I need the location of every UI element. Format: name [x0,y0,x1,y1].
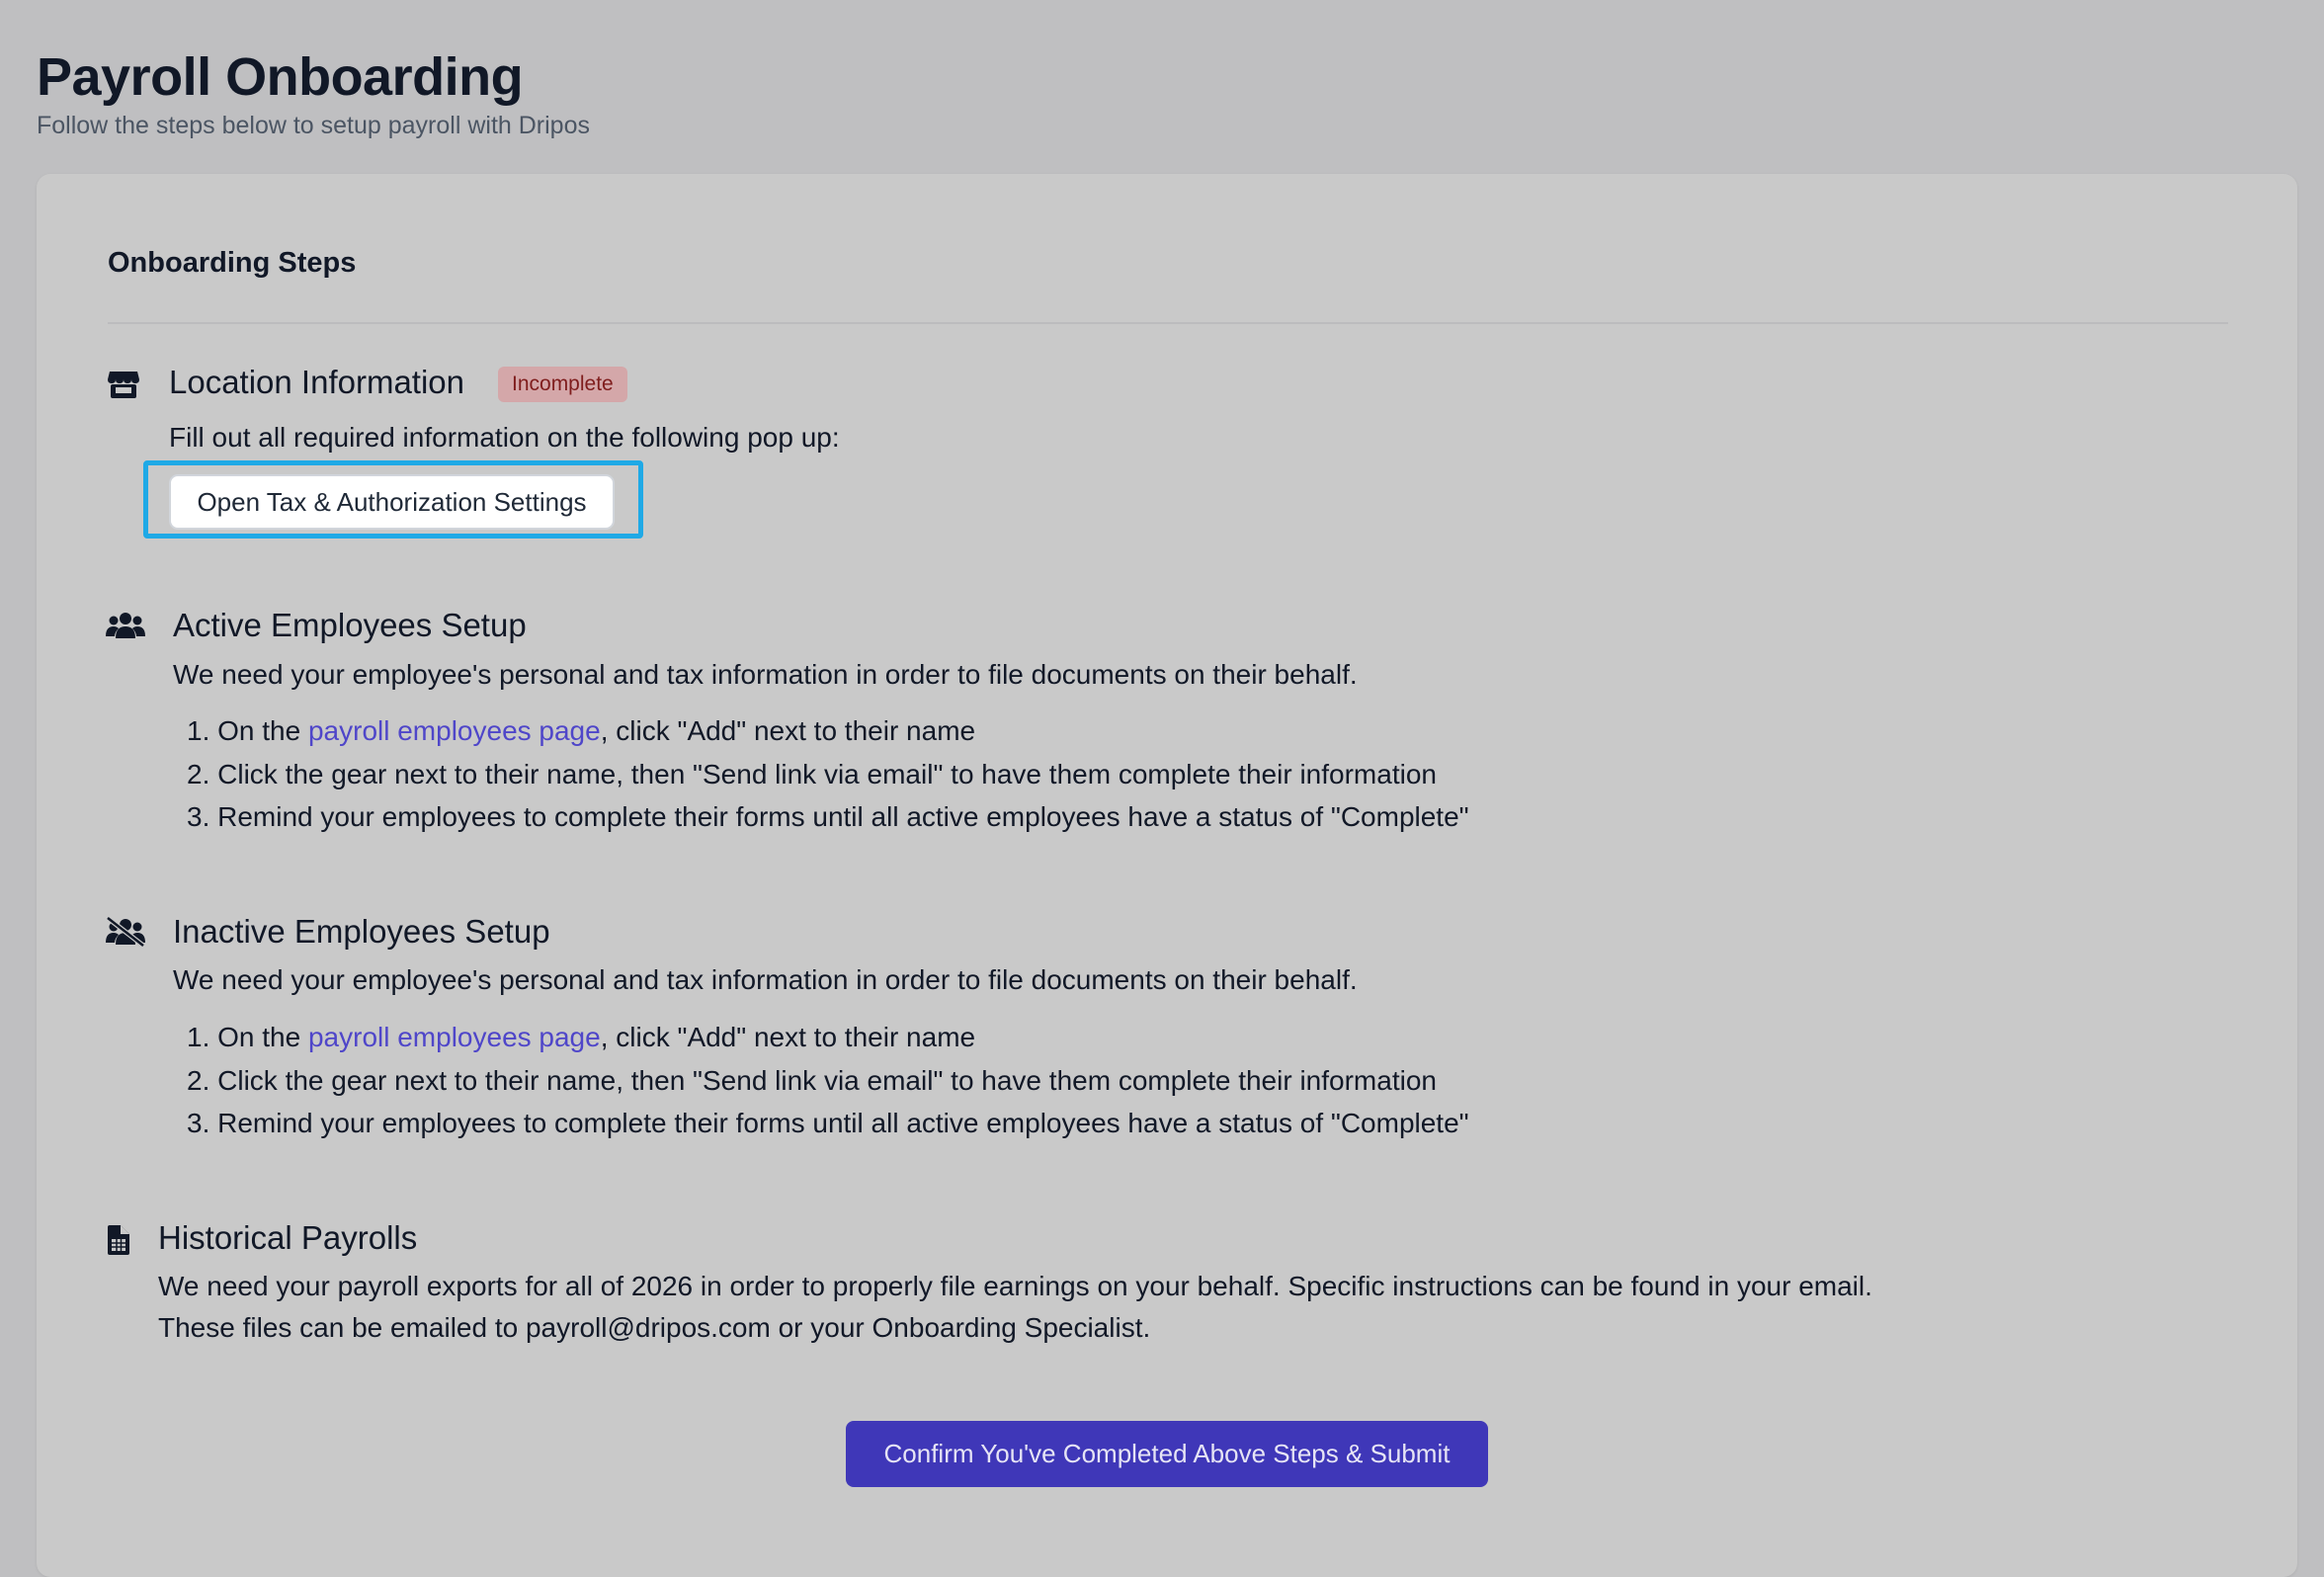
step-title: Location Information [169,364,465,400]
list-item [187,1016,1469,1059]
payroll-employees-page-link[interactable]: payroll employees page [307,715,601,746]
step-title: Inactive Employees Setup [173,913,550,950]
card-title: Onboarding Steps [108,247,357,279]
list-item: 3. Remind your employees to complete their forms until all active employees have a status of "Complete" [187,801,1469,832]
page-title: Payroll Onboarding [37,47,524,107]
users-icon [106,611,145,640]
open-tax-authorization-settings-button[interactable]: Open Tax & Authorization Settings [169,474,615,530]
users-slash-icon [106,916,145,948]
step-description: We need your employee's personal and tax information in order to file documents on their behalf. [173,659,1358,690]
step-title: Active Employees Setup [173,607,527,643]
list-item [187,709,1469,753]
list-item: 2. Click the gear next to their name, then "Send link via email" to have them complete their information [187,1064,1437,1096]
page-subtitle: Follow the steps below to setup payroll with Dripos [37,112,590,139]
step-title: Historical Payrolls [158,1219,418,1256]
store-icon [107,369,140,400]
page-header [37,45,590,142]
list-item-text: , click "Add" next to their name [600,1022,976,1052]
step-description: Fill out all required information on the following pop up: [169,422,840,453]
payroll-employees-page-link[interactable]: payroll employees page [307,1022,601,1052]
file-spreadsheet-icon [108,1225,129,1255]
instructions-list [187,709,1469,839]
list-item: 3. Remind your employees to complete their forms until all active employees have a status of "Complete" [187,1108,1469,1138]
status-badge: Incomplete [498,367,627,402]
list-item-text: 1. On the [187,1022,308,1052]
step-description: We need your payroll exports for all of 2026 in order to properly file earnings on your behalf. Specific instructions can be found in your email. [158,1271,1872,1301]
step-description: These files can be emailed to payroll@dripos.com or your Onboarding Specialist. [158,1312,1151,1343]
instructions-list [187,1016,1469,1145]
list-item-text: , click "Add" next to their name [600,715,976,746]
divider [108,322,2228,324]
list-item-text: 1. On the [187,715,308,746]
confirm-submit-button[interactable]: Confirm You've Completed Above Steps & Submit [846,1421,1488,1487]
list-item: 2. Click the gear next to their name, then "Send link via email" to have them complete their information [187,758,1437,789]
step-description: We need your employee's personal and tax information in order to file documents on their behalf. [173,964,1358,995]
